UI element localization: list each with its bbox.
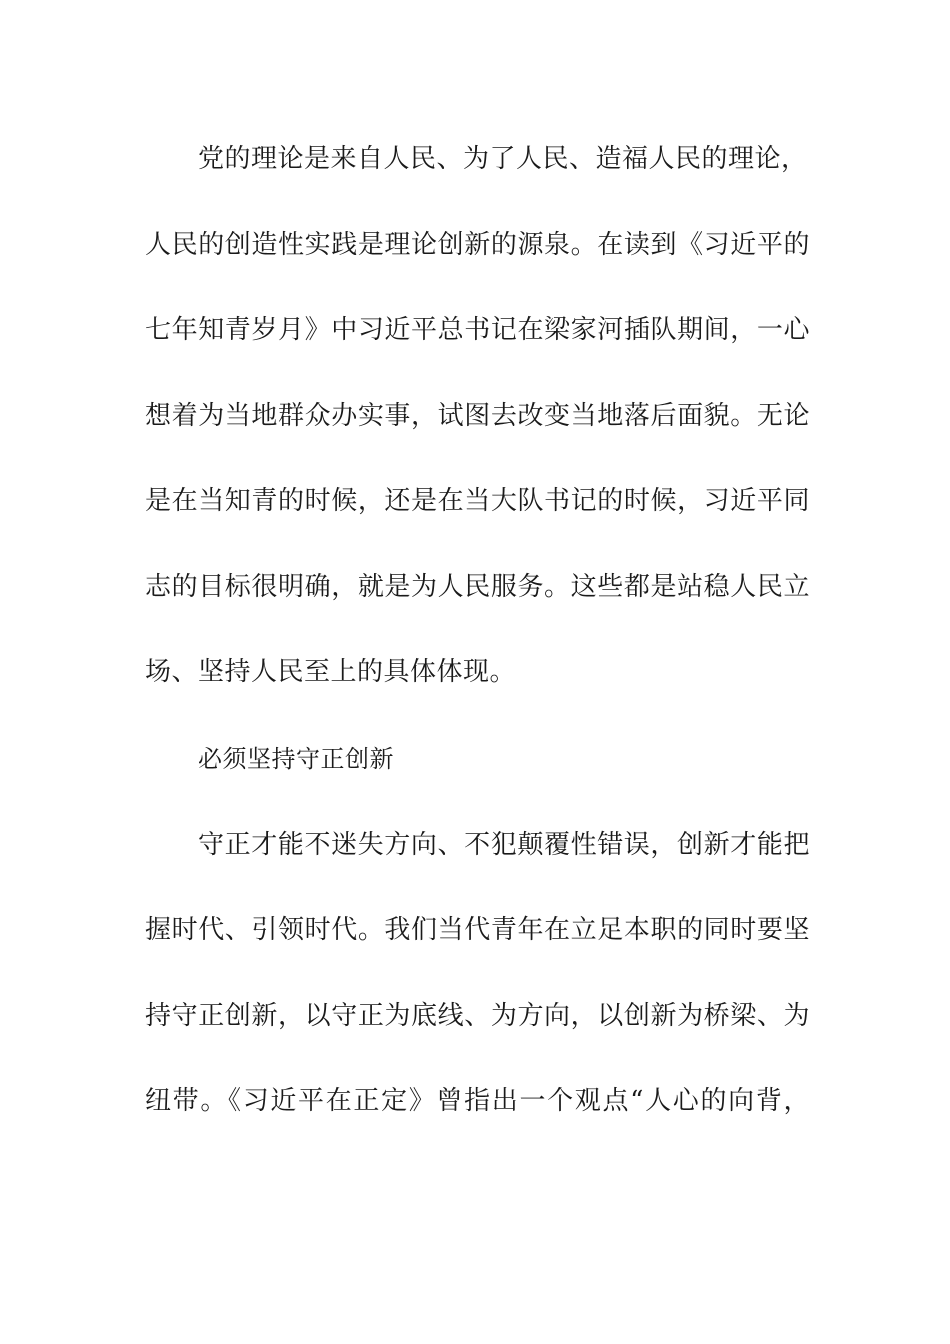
paragraph-line: 志的目标很明确，就是为人民服务。这些都是站稳人民立 xyxy=(145,572,810,602)
paragraph-line: 党的理论是来自人民、为了人民、造福人民的理论， xyxy=(198,144,808,174)
paragraph-line: 七年知青岁月》中习近平总书记在梁家河插队期间，一心 xyxy=(145,315,810,345)
paragraph-line: 持守正创新，以守正为底线、为方向，以创新为桥梁、为 xyxy=(145,1001,810,1031)
paragraph-line: 守正才能不迷失方向、不犯颠覆性错误，创新才能把 xyxy=(198,830,810,860)
paragraph-line: 场、坚持人民至上的具体体现。 xyxy=(145,657,517,687)
paragraph-line: 人民的创造性实践是理论创新的源泉。在读到《习近平的 xyxy=(145,230,810,260)
paragraph-line: 是在当知青的时候，还是在当大队书记的时候，习近平同 xyxy=(145,486,810,516)
paragraph-line: 纽带。《习近平在正定》曾指出一个观点“人心的向背， xyxy=(145,1086,810,1116)
section-heading: 必须坚持守正创新 xyxy=(198,745,394,773)
paragraph-line: 握时代、引领时代。我们当代青年在立足本职的同时要坚 xyxy=(145,915,810,945)
paragraph-line: 想着为当地群众办实事，试图去改变当地落后面貌。无论 xyxy=(145,401,810,431)
